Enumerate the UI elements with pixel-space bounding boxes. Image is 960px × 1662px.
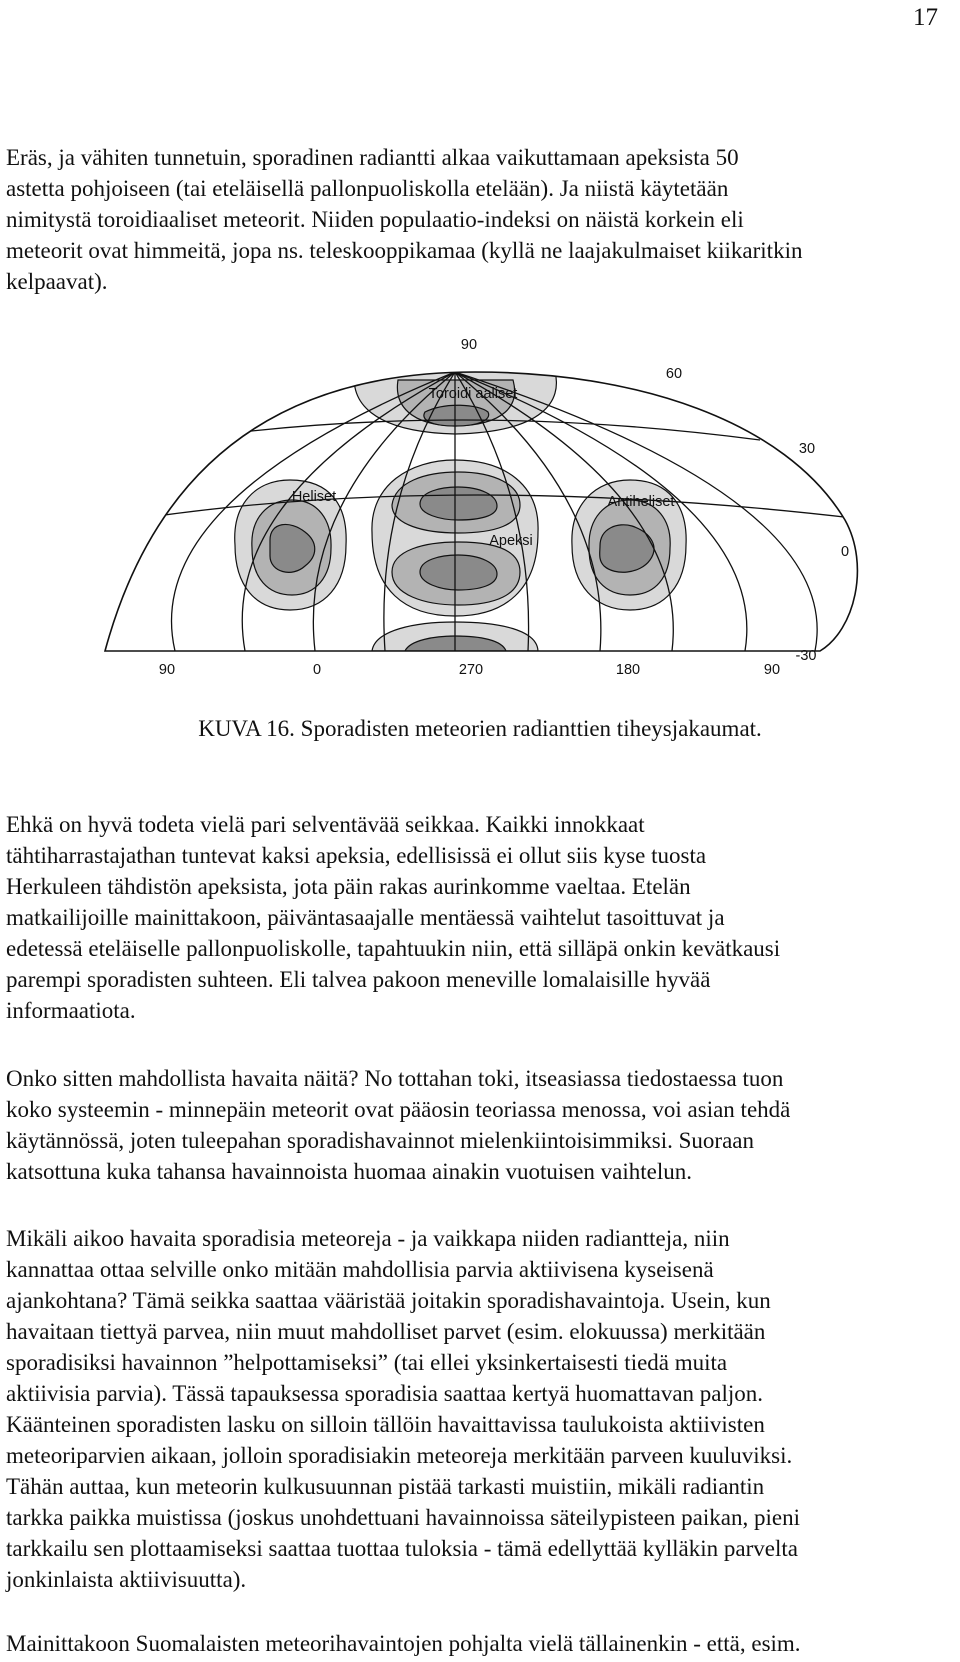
text-line: edetessä eteläiselle pallonpuoliskolle, tapahtuukin niin, että silläpä onkin kevätkausi bbox=[6, 936, 781, 961]
lon-label-270: 270 bbox=[458, 662, 484, 678]
paragraph-fifth bbox=[6, 1628, 954, 1659]
figure-caption: KUVA 16. Sporadisten meteorien radianttien tiheysjakaumat. bbox=[198, 716, 762, 741]
helion-label: Heliset bbox=[291, 489, 337, 505]
lon-label-0: 0 bbox=[312, 662, 322, 678]
text-line: matkailijoille mainittakoon, päiväntasaajalle mentäessä vaihtelut tasoittuvat ja bbox=[6, 905, 725, 930]
text-line: Herkuleen tähdistön apeksista, jota päin rakas aurinkomme vaeltaa. Etelän bbox=[6, 874, 691, 899]
text-line: havaitaan tiettyä parvea, niin muut mahdolliset parvet (esim. elokuussa) merkitään bbox=[6, 1319, 766, 1344]
apex-core-north bbox=[420, 487, 497, 520]
text-line: tarkka paikka muistissa (joskus unohdettuani havainnoissa säteilypisteen paikan, pieni bbox=[6, 1505, 800, 1530]
text-line: Ehkä on hyvä todeta vielä pari selventävää seikkaa. Kaikki innokkaat bbox=[6, 812, 645, 837]
page-number: 17 bbox=[913, 4, 938, 31]
text-line: ajankohtana? Tämä seikka saattaa vääristää joitakin sporadishavaintoja. Usein, kun bbox=[6, 1288, 771, 1313]
lat-label-30: 30 bbox=[798, 441, 816, 457]
apex-label: Apeksi bbox=[489, 533, 533, 549]
text-line: informaatiota. bbox=[6, 998, 136, 1023]
text-line: sporadisiksi havainnon ”helpottamiseksi” (tai ellei yksinkertaisesti tiedä muita bbox=[6, 1350, 728, 1375]
lat-label-0: 0 bbox=[840, 544, 850, 560]
radiant-density-map bbox=[0, 330, 960, 690]
lat-label-minus-30: -30 bbox=[795, 648, 817, 664]
lon-label-90-left: 90 bbox=[158, 662, 176, 678]
text-line: kannattaa ottaa selville onko mitään mahdollisia parvia aktiivisena kyseisenä bbox=[6, 1257, 714, 1282]
text-line: Mainittakoon Suomalaisten meteorihavaintojen pohjalta vielä tällainenkin - että, esim. bbox=[6, 1631, 801, 1656]
text-line: parempi sporadisten suhteen. Eli talvea pakoon meneville lomalaisille hyvää bbox=[6, 967, 711, 992]
lat-label-60: 60 bbox=[665, 366, 683, 382]
text-line: käytännössä, joten tuleepahan sporadishavainnot mielenkiintoisimmiksi. Suoraan bbox=[6, 1128, 754, 1153]
text-line: tarkkailu sen plottaamiseksi saattaa tuottaa tuloksia - tämä edellyttää kylläkin parvelta bbox=[6, 1536, 798, 1561]
text-line: tähtiharrastajathan tuntevat kaksi apeksia, edellisissä ei ollut siis kyse tuosta bbox=[6, 843, 707, 868]
lon-label-90-right: 90 bbox=[763, 662, 781, 678]
paragraph-intro bbox=[6, 142, 954, 297]
text-line: aktiivisia parvia). Tässä tapauksessa sporadisia saattaa kertyä huomattavan paljon. bbox=[6, 1381, 764, 1406]
antihelion-label: Antiheliset bbox=[607, 494, 675, 510]
text-line: nimitystä toroidiaaliset meteorit. Niiden populaatio-indeksi on näistä korkein eli bbox=[6, 207, 744, 232]
paragraph-third bbox=[6, 1063, 954, 1187]
text-line: meteorit ovat himmeitä, jopa ns. teleskooppikamaa (kyllä ne laajakulmaiset kiikaritkin bbox=[6, 238, 803, 263]
text-line: Eräs, ja vähiten tunnetuin, sporadinen radiantti alkaa vaikuttamaan apeksista 50 bbox=[6, 145, 739, 170]
text-line: kelpaavat). bbox=[6, 269, 108, 294]
paragraph-second bbox=[6, 809, 954, 1026]
text-line: Onko sitten mahdollista havaita näitä? No tottahan toki, itseasiassa tiedostaessa tuon bbox=[6, 1066, 784, 1091]
text-line: astetta pohjoiseen (tai eteläisellä pallonpuoliskolla etelään). Ja niistä käytetään bbox=[6, 176, 729, 201]
text-line: Mikäli aikoo havaita sporadisia meteoreja - ja vaikkapa niiden radiantteja, niin bbox=[6, 1226, 730, 1251]
text-line: koko systeemin - minnepäin meteorit ovat pääosin teoriassa menossa, voi asian tehdä bbox=[6, 1097, 791, 1122]
text-line: Käänteinen sporadisten lasku on silloin tällöin havaittavissa taulukoista aktiivisten bbox=[6, 1412, 765, 1437]
paragraph-fourth bbox=[6, 1223, 954, 1595]
text-line: meteoriparvien aikaan, jolloin sporadisiakin meteoreja merkitään parveen kuuluviksi. bbox=[6, 1443, 793, 1468]
lon-label-180: 180 bbox=[615, 662, 641, 678]
toroidal-label: Toroidi aaliset bbox=[428, 386, 518, 402]
text-line: Tähän auttaa, kun meteorin kulkusuunnan pistää tarkasti muistiin, mikäli radiantin bbox=[6, 1474, 765, 1499]
lat-label-90: 90 bbox=[460, 337, 478, 353]
text-line: katsottuna kuka tahansa havainnoista huomaa ainakin vuotuisen vaihtelun. bbox=[6, 1159, 692, 1184]
radiant-density-figure bbox=[0, 330, 960, 690]
text-line: jonkinlaista aktiivisuutta). bbox=[6, 1567, 247, 1592]
apex-core-south bbox=[420, 555, 497, 590]
